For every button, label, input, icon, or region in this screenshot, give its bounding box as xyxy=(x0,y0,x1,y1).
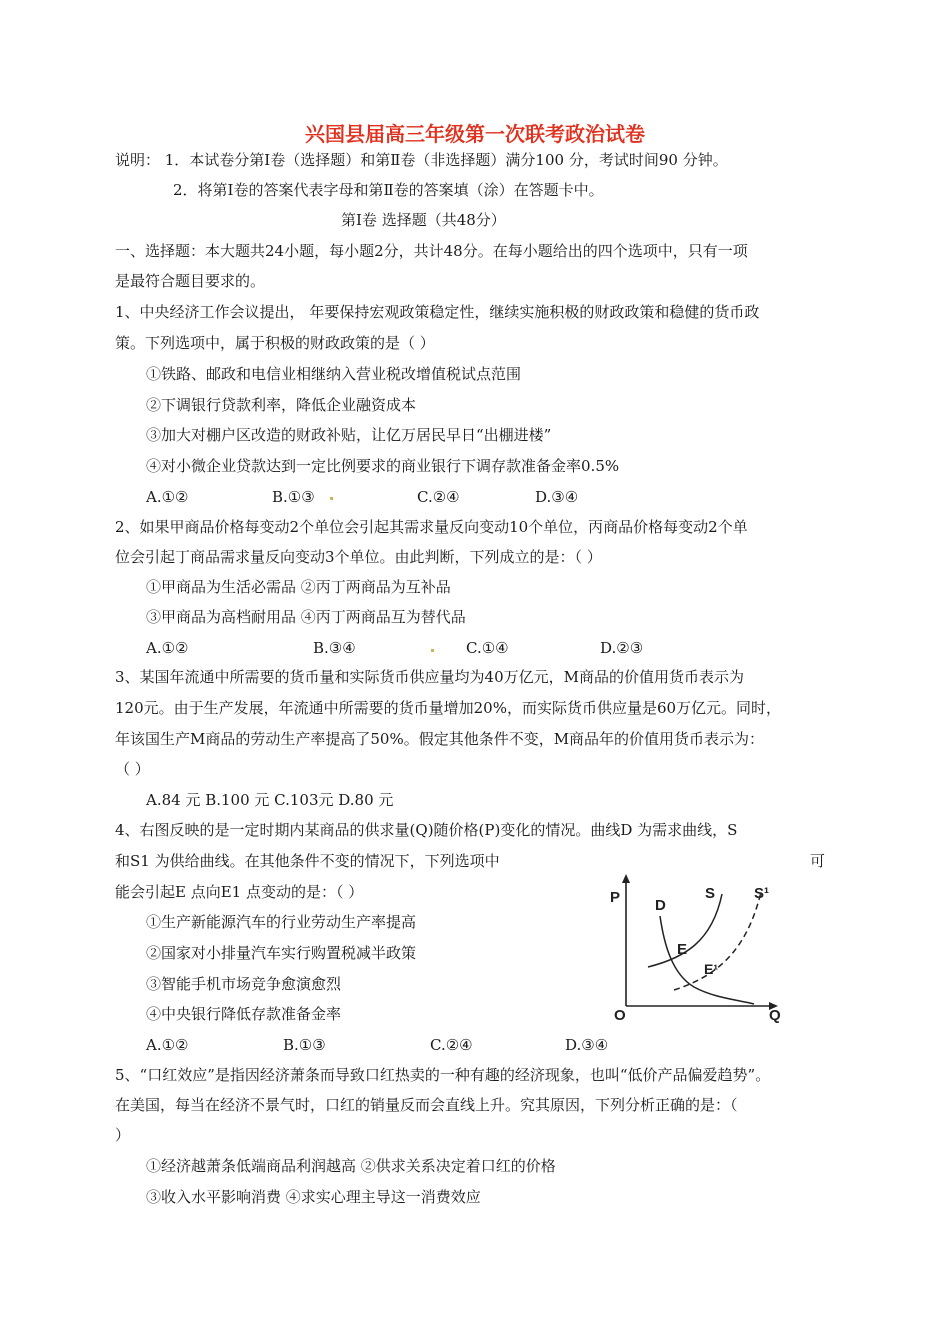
q5-stem-3: ） xyxy=(115,1126,131,1144)
demand-curve-d xyxy=(660,916,754,1004)
scan-dot xyxy=(330,497,333,500)
q5-option-2: ③收入水平影响消费 ④求实心理主导这一消费效应 xyxy=(146,1188,481,1206)
q5-stem-1: 5、“口红效应”是指因经济萧条而导致口红热卖的一种有趣的经济现象，也叫“低价产品偏爱趋势”。 xyxy=(115,1066,771,1084)
p-axis-arrow-icon xyxy=(622,874,630,883)
q1-option-2: ②下调银行贷款利率，降低企业融资成本 xyxy=(146,396,417,414)
q3-stem-4: （ ） xyxy=(115,760,150,778)
q4-option-3: ③智能手机市场竞争愈演愈烈 xyxy=(146,975,342,993)
p-axis-label: P xyxy=(610,889,621,906)
supply-demand-figure xyxy=(604,874,794,1024)
q1-stem-1: 1、中央经济工作会议提出， 年要保持宏观政策稳定性，继续实施积极的财政政策和稳健的货币政 xyxy=(115,303,760,321)
q1-option-3: ③加大对棚户区改造的财政补贴，让亿万居民早日“出棚进楼” xyxy=(146,426,552,444)
equilibrium-e-label: E xyxy=(677,941,688,958)
q2-stem-1: 2、如果甲商品价格每变动2个单位会引起其需求量反向变动10个单位，丙商品价格每变动2个单 xyxy=(115,518,748,536)
q1-choice-c: C.②④ xyxy=(417,488,460,506)
instruction-line-1: 一、选择题：本大题共24小题，每小题2分，共计48分。在每小题给出的四个选项中，只有一项 xyxy=(115,242,748,260)
q2-option-2: ③甲商品为高档耐用品 ④丙丁两商品互为替代品 xyxy=(146,608,466,626)
origin-label: O xyxy=(614,1007,626,1024)
q4-option-4: ④中央银行降低存款准备金率 xyxy=(146,1005,342,1023)
notes-line-1: 说明： 1．本试卷分第Ⅰ卷（选择题）和第Ⅱ卷（非选择题）满分100 分，考试时间90 分钟。 xyxy=(115,151,728,169)
q1-option-1: ①铁路、邮政和电信业相继纳入营业税改增值税试点范围 xyxy=(146,365,522,383)
q1-stem-2: 策。下列选项中，属于积极的财政政策的是（ ） xyxy=(115,334,435,352)
q-axis-label: Q xyxy=(769,1007,781,1024)
scan-dot xyxy=(431,649,434,652)
q4-choice-a: A.①② xyxy=(146,1036,189,1054)
q2-option-1: ①甲商品为生活必需品 ②丙丁两商品为互补品 xyxy=(146,578,451,596)
q4-choice-b: B.①③ xyxy=(283,1036,326,1054)
q4-choice-d: D.③④ xyxy=(565,1036,609,1054)
q4-option-1: ①生产新能源汽车的行业劳动生产率提高 xyxy=(146,913,417,931)
page-title: 兴国县届高三年级第一次联考政治试卷 xyxy=(305,122,645,146)
q1-choice-d: D.③④ xyxy=(535,488,579,506)
q2-choice-a: A.①② xyxy=(146,639,189,657)
q4-stem-1: 4、右图反映的是一定时期内某商品的供求量(Q)随价格(P)变化的情况。曲线D 为需求曲线，S xyxy=(115,821,738,839)
supply-shift-label: S¹ xyxy=(754,885,769,902)
q4-stem-2: 和S1 为供给曲线。在其他条件不变的情况下，下列选项中 xyxy=(115,852,500,870)
q4-stem-2-right: 可 xyxy=(810,852,826,870)
q5-option-1: ①经济越萧条低端商品利润越高 ②供求关系决定着口红的价格 xyxy=(146,1157,556,1175)
q2-stem-2: 位会引起丁商品需求量反向变动3个单位。由此判断，下列成立的是：（ ） xyxy=(115,548,602,566)
q4-choice-c: C.②④ xyxy=(430,1036,473,1054)
instruction-line-2: 是最符合题目要求的。 xyxy=(115,272,266,290)
q2-choice-b: B.③④ xyxy=(313,639,356,657)
q3-options: A.84 元 B.100 元 C.103元 D.80 元 xyxy=(146,791,394,809)
q1-option-4: ④对小微企业贷款达到一定比例要求的商业银行下调存款准备金率0.5% xyxy=(146,457,620,475)
q3-stem-1: 3、某国年流通中所需要的货币量和实际货币供应量均为40万亿元，M商品的价值用货币表示为 xyxy=(115,668,744,686)
equilibrium-e1-label: E¹ xyxy=(704,961,718,977)
notes-line-2: 2．将第Ⅰ卷的答案代表字母和第Ⅱ卷的答案填（涂）在答题卡中。 xyxy=(173,181,604,199)
q2-choice-c: C.①④ xyxy=(466,639,509,657)
supply-label: S xyxy=(705,885,716,902)
q1-choice-a: A.①② xyxy=(146,488,189,506)
section-title: 第Ⅰ卷 选择题（共48分） xyxy=(341,211,506,229)
q2-choice-d: D.②③ xyxy=(600,639,644,657)
q1-choice-b: B.①③ xyxy=(272,488,315,506)
q4-stem-3: 能会引起E 点向E1 点变动的是：（ ） xyxy=(115,883,364,901)
demand-label: D xyxy=(655,897,666,914)
q5-stem-2: 在美国，每当在经济不景气时，口红的销量反而会直线上升。究其原因，下列分析正确的是：（ xyxy=(115,1096,738,1114)
q3-stem-2: 120元。由于生产发展，年流通中所需要的货币量增加20%，而实际货币供应量是60万亿元。同时， xyxy=(115,699,782,717)
q4-option-2: ②国家对小排量汽车实行购置税减半政策 xyxy=(146,944,417,962)
q3-stem-3: 年该国生产M商品的劳动生产率提高了50%。假定其他条件不变，M商品年的价值用货币表示为： xyxy=(115,730,765,748)
